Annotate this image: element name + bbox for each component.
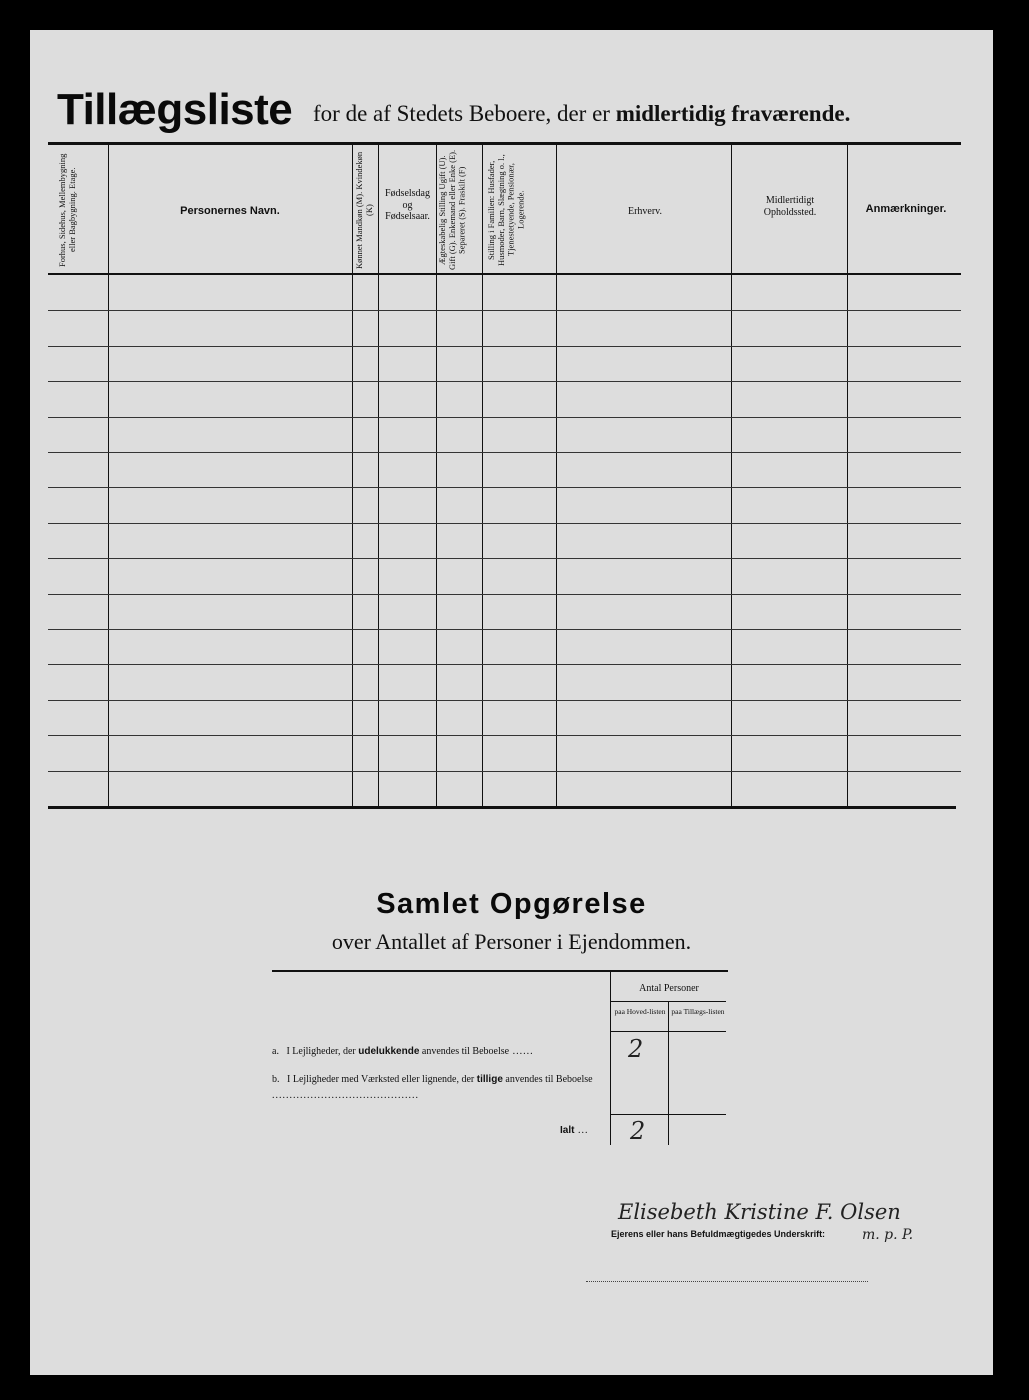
table-row-line [48, 487, 961, 488]
row-a-prefix: a. [272, 1046, 279, 1057]
form-title: Tillægsliste [57, 85, 293, 134]
summary-header-rule [611, 1031, 726, 1032]
header-occupation: Erhverv. [627, 206, 663, 217]
form-subtitle-plain: for de af Stedets Beboere, der er [313, 101, 616, 126]
summary-total-rule [611, 1114, 726, 1115]
table-column-line [108, 145, 109, 808]
col-hovedlisten: paa Hoved-listen [614, 1007, 666, 1016]
summary-subtitle: over Antallet af Personer i Ejendommen. [331, 929, 692, 954]
row-a-label: a. I Lejligheder, der udelukkende anvendes til Beboelse ...... [272, 1046, 534, 1057]
row-a-value: 2 [628, 1035, 644, 1063]
table-row-line [48, 452, 961, 453]
header-temporary-residence: Midlertidigt Opholdssted. [763, 195, 817, 218]
ialt-value: 2 [630, 1117, 646, 1145]
table-column-line [731, 145, 732, 808]
table-row-line [48, 594, 961, 595]
row-b-bold: tillige [476, 1074, 503, 1085]
row-b-text-1: I Lejligheder med Værksted eller lignende, der [287, 1074, 477, 1085]
summary-sub-rule [611, 1001, 726, 1002]
header-birth-date: Fødselsdag og Fødselsaar. [385, 188, 430, 222]
ialt-label: Ialt ... [560, 1125, 589, 1136]
summary-col-line-1 [610, 972, 611, 1145]
signature-handwriting: Elisebeth Kristine F. Olsen [618, 1200, 901, 1224]
table-top-rule [48, 142, 961, 145]
table-row-line [48, 771, 961, 772]
table-bottom-rule [48, 806, 956, 809]
table-column-line [378, 145, 379, 808]
row-a-text-1: I Lejligheder, der [286, 1046, 359, 1057]
header-sex: Kønnet Mandkøn (M). Kvindekøn (K) [354, 151, 374, 269]
table-row-line [48, 664, 961, 665]
census-form-page [30, 30, 993, 1375]
form-subtitle [313, 101, 850, 127]
table-header-rule [48, 273, 961, 275]
summary-top-rule [272, 970, 728, 972]
header-building-floor: Forhus, Sidehus, Mellembygning eller Bagbygning. Etage. [57, 153, 77, 267]
header-marital-status: Ægteskabelig Stilling Ugift (U). Gift (G). Enkemand eller Enke (E). Separeret (S). Fraskilt (F) [437, 149, 467, 271]
table-row-line [48, 417, 961, 418]
signature-caption: Ejerens eller hans Befuldmægtigedes Underskrift: [611, 1229, 826, 1239]
antal-personer-label: Antal Personer [639, 983, 699, 994]
row-b-label: b. I Lejligheder med Værksted eller lignende, der tillige anvendes til Beboelse .......................................... [272, 1074, 593, 1101]
table-row-line [48, 523, 961, 524]
row-b-text-2: anvendes til Beboelse [502, 1074, 593, 1085]
ialt-text: Ialt [560, 1125, 575, 1136]
table-row-line [48, 346, 961, 347]
signature-line [586, 1281, 868, 1282]
row-b-prefix: b. [272, 1074, 280, 1085]
table-row-line [48, 700, 961, 701]
table-column-line [482, 145, 483, 808]
table-row-line [48, 735, 961, 736]
col-tillaegslisten: paa Tillægs-listen [671, 1007, 725, 1016]
table-row-line [48, 381, 961, 382]
summary-col-line-2 [668, 1001, 669, 1145]
table-column-line [556, 145, 557, 808]
table-row-line [48, 310, 961, 311]
header-remarks: Anmærkninger. [865, 203, 947, 215]
table-row-line [48, 629, 961, 630]
signature-suffix: m. p. P. [862, 1227, 914, 1243]
table-column-line [352, 145, 353, 808]
header-family-position: Stilling i Familien: Husfader, Husmoder, Barn, Slægtning o. l., Tjenestetyende, Pensionær, Logerende. [486, 154, 526, 266]
table-row-line [48, 558, 961, 559]
summary-title: Samlet Opgørelse [376, 888, 647, 920]
table-column-line [847, 145, 848, 808]
header-person-name: Personernes Navn. [180, 205, 280, 217]
form-subtitle-bold: midlertidig fraværende. [615, 101, 851, 126]
row-a-text-2: anvendes til Beboelse [419, 1046, 510, 1057]
row-a-bold: udelukkende [358, 1046, 420, 1057]
